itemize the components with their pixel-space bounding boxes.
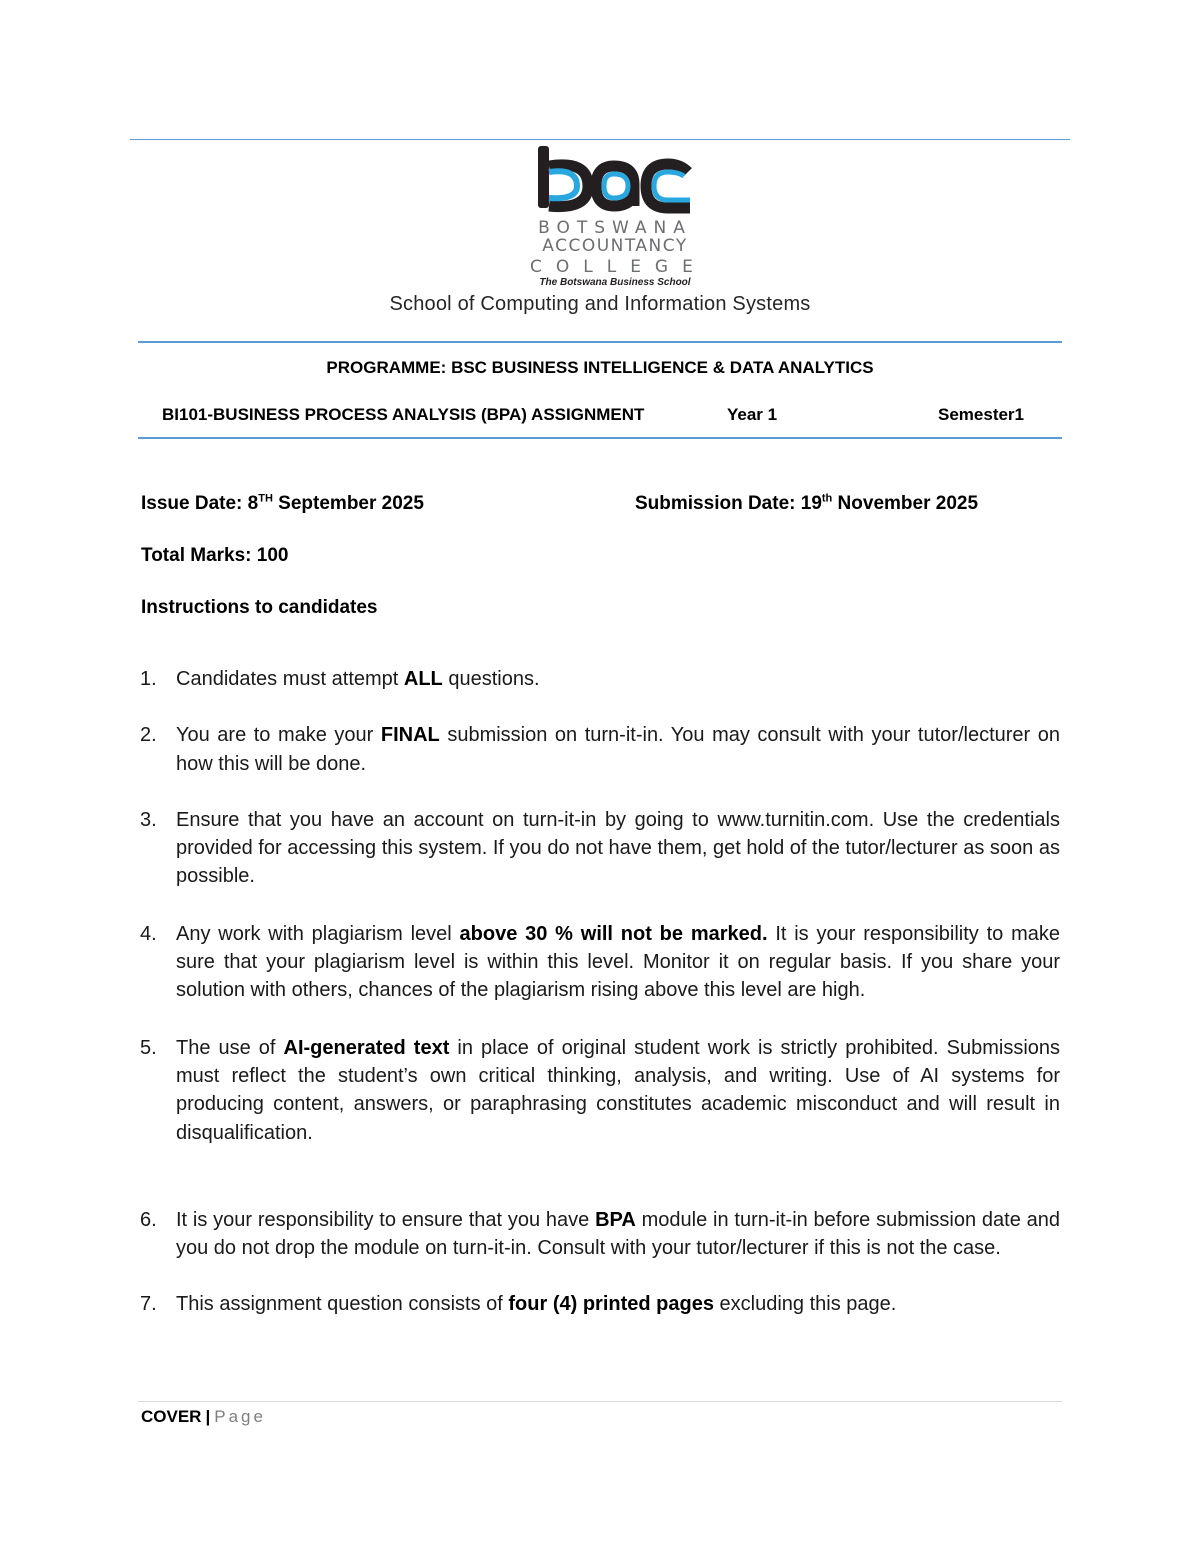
issue-date-suffix: TH xyxy=(258,492,273,505)
instruction-emphasis: above 30 % will not be marked. xyxy=(459,922,768,945)
instruction-text: Any work with plagiarism level xyxy=(176,922,460,945)
page-footer xyxy=(141,1407,266,1427)
instruction-item xyxy=(140,1290,1060,1318)
course-semester: Semester1 xyxy=(938,405,1025,424)
instruction-number: 1. xyxy=(140,668,157,690)
course-year: Year 1 xyxy=(727,405,778,424)
instruction-text: You are to make your xyxy=(176,724,381,747)
instruction-number: 7. xyxy=(140,1293,157,1316)
submission-date-suffix: th xyxy=(821,492,833,505)
instruction-emphasis: FINAL xyxy=(380,724,440,747)
instruction-number: 2. xyxy=(140,724,157,747)
instruction-number: 5. xyxy=(140,1036,157,1059)
instruction-item xyxy=(140,665,1060,693)
programme-top-rule xyxy=(138,341,1062,343)
course-title: BI101-BUSINESS PROCESS ANALYSIS (BPA) ASSIGNMENT xyxy=(162,405,645,424)
total-marks: Total Marks: 100 xyxy=(141,545,289,566)
footer-label: COVER xyxy=(141,1407,202,1426)
footer-page-word: Page xyxy=(214,1407,266,1426)
footer-rule xyxy=(138,1401,1062,1402)
instruction-text: questions. xyxy=(442,668,540,690)
programme-bottom-rule xyxy=(138,437,1062,439)
instruction-number: 6. xyxy=(140,1208,157,1231)
header-top-rule xyxy=(130,139,1070,140)
instruction-text: module in turn-it-in before submission date and you do not drop the module on turn-it-in. Consult with your tutor/lecturer if this is not the case. xyxy=(176,1208,1061,1260)
instruction-item xyxy=(140,1034,1060,1147)
footer-separator: | xyxy=(205,1407,211,1426)
instructions-list xyxy=(140,665,1060,1319)
instruction-text: submission on turn-it-in. You may consult with your tutor/lecturer on how this will be done. xyxy=(176,724,1060,775)
instruction-item xyxy=(140,806,1060,891)
instruction-text: Ensure that you have an account on turn-it-in by going to www.turnitin.com. Use the credentials provided for accessing this system. If you do not have them, get hold of the tutor/lecturer as soon as possible. xyxy=(176,808,1060,888)
logo-tagline: The Botswana Business School xyxy=(539,277,691,288)
instruction-number: 4. xyxy=(140,922,157,945)
instruction-number: 3. xyxy=(140,808,157,831)
instruction-emphasis: AI-generated text xyxy=(283,1036,450,1059)
bac-logo xyxy=(530,142,707,292)
instruction-text: Candidates must attempt xyxy=(176,668,404,690)
submission-date-day: 19 xyxy=(800,493,822,514)
instruction-emphasis: ALL xyxy=(403,668,443,690)
instruction-item xyxy=(140,1206,1060,1263)
logo-text-college: COLLEGE xyxy=(530,257,707,277)
instructions-heading: Instructions to candidates xyxy=(141,597,378,618)
instruction-text: It is your responsibility to make sure that your plagiarism level is within this level. Monitor it on regular basis. If you share your solution with others, chances of the plagiarism rising above this level are high. xyxy=(176,922,1060,1002)
issue-date xyxy=(141,493,424,515)
instruction-text: in place of original student work is strictly prohibited. Submissions must reflect the student’s own critical thinking, analysis, and writing. Use of AI systems for producing content, answers, or paraphrasing constitutes academic misconduct and will result in disqualification. xyxy=(176,1036,1061,1144)
logo-text-accountancy: ACCOUNTANCY xyxy=(542,236,688,256)
instruction-emphasis: BPA xyxy=(595,1208,636,1231)
instruction-item xyxy=(140,721,1060,778)
instruction-text: The use of xyxy=(176,1036,284,1059)
instruction-emphasis: four (4) printed pages xyxy=(508,1293,714,1316)
submission-date-rest: November 2025 xyxy=(832,493,979,514)
programme-title: PROGRAMME: BSC BUSINESS INTELLIGENCE & DATA ANALYTICS xyxy=(326,358,874,377)
issue-date-label: Issue Date: xyxy=(141,493,248,514)
instruction-text: This assignment question consists of xyxy=(176,1293,509,1316)
issue-date-day: 8 xyxy=(247,493,259,514)
submission-date-label: Submission Date: xyxy=(635,493,801,514)
school-name: School of Computing and Information Systems xyxy=(389,293,811,315)
logo-text-botswana: BOTSWANA xyxy=(538,218,692,238)
instruction-item xyxy=(140,920,1060,1005)
instruction-text: It is your responsibility to ensure that you have xyxy=(176,1208,596,1231)
instruction-text: excluding this page. xyxy=(713,1293,897,1316)
bac-logo-mark xyxy=(530,142,700,222)
issue-date-rest: September 2025 xyxy=(272,493,424,514)
submission-date xyxy=(635,493,978,515)
